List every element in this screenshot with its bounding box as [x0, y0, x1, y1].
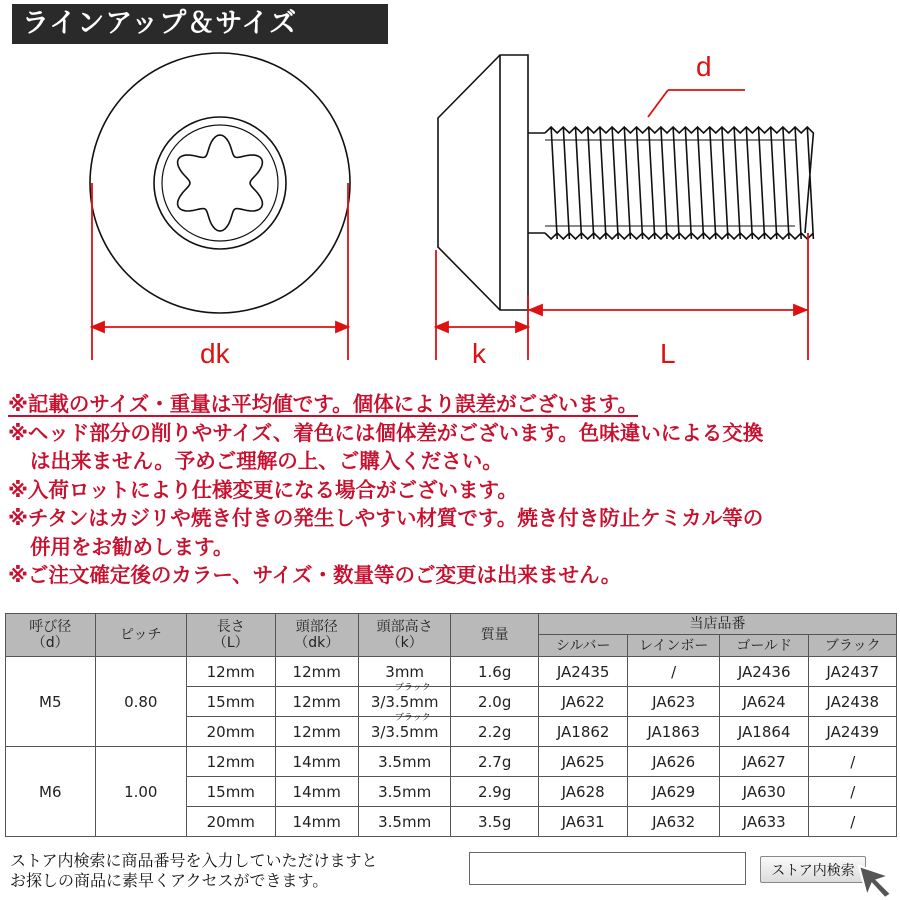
- black-code-cell: JA2438: [809, 687, 897, 717]
- gold-code-cell: JA2436: [719, 657, 809, 687]
- weight-cell: 2.0g: [451, 687, 538, 717]
- length-cell: 12mm: [187, 747, 275, 777]
- rainbow-code-cell: JA626: [628, 747, 720, 777]
- weight-cell: 2.9g: [451, 777, 538, 807]
- head-height-cell: 3.5mm: [358, 807, 451, 837]
- length-cell: 20mm: [187, 717, 275, 747]
- black-code-cell: /: [809, 747, 897, 777]
- table-row: [6, 657, 897, 687]
- pitch-cell: 0.80: [95, 657, 187, 747]
- gold-code-cell: JA1864: [719, 717, 809, 747]
- weight-cell: 3.5g: [451, 807, 538, 837]
- note-2-cont: は出来ません。予めご理解の上、ご購入ください。: [30, 449, 503, 473]
- header-black: ブラック: [809, 635, 897, 657]
- head-height-note: ブラック: [394, 682, 431, 693]
- rainbow-code-cell: JA629: [628, 777, 720, 807]
- length-cell: 15mm: [187, 687, 275, 717]
- header-head-height: 頭部高さ （k）: [358, 614, 451, 657]
- black-code-cell: JA2439: [809, 717, 897, 747]
- head-height-cell: ブラック 3/3.5mm: [358, 687, 451, 717]
- header-pitch: ピッチ: [95, 614, 187, 657]
- search-input[interactable]: [469, 852, 746, 885]
- header-store-code: 当店品番: [538, 614, 896, 635]
- length-cell: 20mm: [187, 807, 275, 837]
- header-nominal: 呼び径 （d）: [6, 614, 96, 657]
- pointer-cursor-icon: [855, 862, 895, 900]
- notes: [8, 390, 898, 590]
- header-rainbow: レインボー: [628, 635, 720, 657]
- screw-side-view: [438, 55, 813, 310]
- head-dia-cell: 14mm: [275, 807, 358, 837]
- black-code-cell: /: [809, 807, 897, 837]
- gold-code-cell: JA633: [719, 807, 809, 837]
- table-row: [6, 747, 897, 777]
- silver-code-cell: JA1862: [538, 717, 628, 747]
- head-height-cell: ブラック 3/3.5mm: [358, 717, 451, 747]
- note-4: ※チタンはカジリや焼き付きの発生しやすい材質です。焼き付き防止ケミカル等の: [8, 506, 764, 530]
- gold-code-cell: JA627: [719, 747, 809, 777]
- search-instructions-line-1: ストア内検索に商品番号を入力していただけますと: [10, 851, 378, 870]
- header-head-dia: 頭部径 （dk）: [275, 614, 358, 657]
- length-cell: 12mm: [187, 657, 275, 687]
- spec-table: [5, 613, 897, 837]
- screw-head-top-view: [90, 53, 350, 313]
- head-dia-cell: 12mm: [275, 687, 358, 717]
- header-weight: 質量: [451, 614, 538, 657]
- head-height-cell: 3mm: [358, 657, 451, 687]
- note-1: ※記載のサイズ・重量は平均値です。個体により誤差がございます。: [8, 392, 639, 416]
- silver-code-cell: JA2435: [538, 657, 628, 687]
- silver-code-cell: JA625: [538, 747, 628, 777]
- header-length: 長さ （L）: [187, 614, 275, 657]
- silver-code-cell: JA628: [538, 777, 628, 807]
- rainbow-code-cell: JA623: [628, 687, 720, 717]
- rainbow-code-cell: JA632: [628, 807, 720, 837]
- note-4-cont: 併用をお勧めします。: [30, 534, 234, 559]
- section-title: ラインアップ＆サイズ: [12, 4, 388, 44]
- header-gold: ゴールド: [719, 635, 809, 657]
- weight-cell: 2.2g: [451, 717, 538, 747]
- gold-code-cell: JA624: [719, 687, 809, 717]
- label-dk: dk: [200, 338, 230, 369]
- silver-code-cell: JA622: [538, 687, 628, 717]
- head-dia-cell: 14mm: [275, 777, 358, 807]
- silver-code-cell: JA631: [538, 807, 628, 837]
- weight-cell: 1.6g: [451, 657, 538, 687]
- pitch-cell: 1.00: [95, 747, 187, 837]
- weight-cell: 2.7g: [451, 747, 538, 777]
- nominal-cell: M6: [6, 747, 96, 837]
- rainbow-code-cell: /: [628, 657, 720, 687]
- note-2: ※ヘッド部分の削りやサイズ、着色には個体差がございます。色味違いによる交換: [8, 420, 764, 445]
- search-instructions-line-2: お探しの商品に素早くアクセスができます。: [10, 871, 329, 890]
- store-search-button[interactable]: ストア内検索: [760, 856, 866, 883]
- head-dia-cell: 14mm: [275, 747, 358, 777]
- black-code-cell: JA2437: [809, 657, 897, 687]
- label-k: k: [472, 338, 486, 369]
- screw-diagram: [0, 0, 900, 380]
- length-cell: 15mm: [187, 777, 275, 807]
- note-3: ※入荷ロットにより仕様変更になる場合がございます。: [8, 477, 518, 502]
- head-dia-cell: 12mm: [275, 657, 358, 687]
- gold-code-cell: JA630: [719, 777, 809, 807]
- head-dia-cell: 12mm: [275, 717, 358, 747]
- note-5: ※ご注文確定後のカラー、サイズ・数量等のご変更は出来ません。: [8, 563, 622, 587]
- label-L: L: [660, 338, 676, 369]
- black-code-cell: /: [809, 777, 897, 807]
- label-d: d: [696, 51, 712, 82]
- rainbow-code-cell: JA1863: [628, 717, 720, 747]
- search-instructions: [10, 851, 378, 891]
- head-height-cell: 3.5mm: [358, 747, 451, 777]
- head-height-note: ブラック: [394, 712, 431, 723]
- header-silver: シルバー: [538, 635, 628, 657]
- nominal-cell: M5: [6, 657, 96, 747]
- head-height-cell: 3.5mm: [358, 777, 451, 807]
